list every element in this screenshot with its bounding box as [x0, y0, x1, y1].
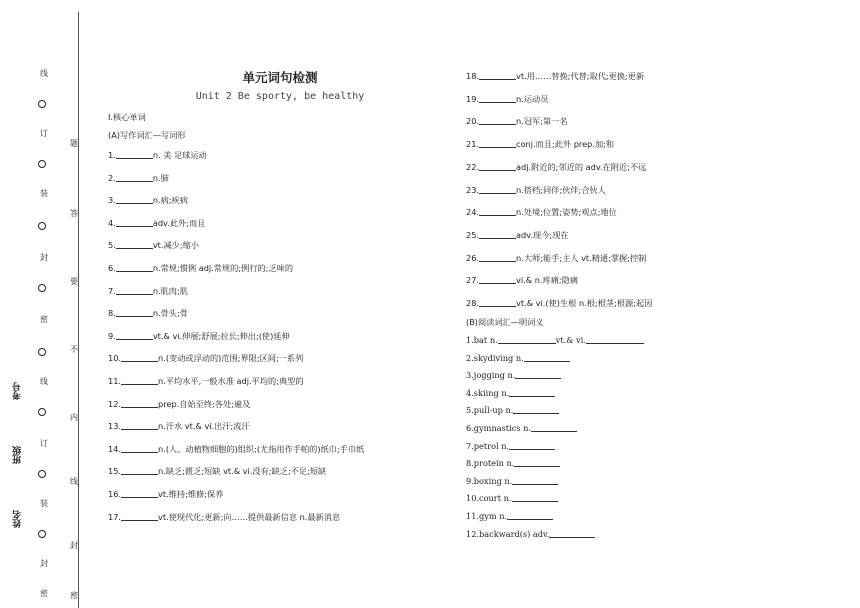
name-label: 姓名	[13, 510, 23, 528]
answer-blank[interactable]	[116, 174, 153, 182]
word-item	[466, 186, 606, 194]
item-definition: n.缺乏;匮乏;短缺 vt.& vi.没有;缺乏;不足;短缺	[158, 466, 327, 477]
word-item	[108, 264, 293, 272]
answer-blank[interactable]	[121, 445, 158, 453]
subsection-a-heading: (A)写作词汇—写词形	[108, 130, 186, 140]
item-definition: n.汗水 vt.& vi.出汗;流汗	[158, 421, 250, 432]
binding-char: 密	[70, 591, 78, 600]
word-item	[108, 174, 169, 182]
item-number: 27.	[466, 275, 480, 286]
reading-word: 11.gym n.	[466, 511, 508, 521]
item-number: 17.	[108, 511, 122, 522]
answer-blank[interactable]	[479, 231, 516, 239]
item-number: 25.	[466, 229, 480, 240]
word-item	[466, 276, 578, 284]
binding-char: 装	[40, 499, 48, 508]
item-definition: n.(人、动植物细胞的)组织;(尤指用作手帕的)纸巾;手巾纸	[158, 443, 365, 454]
item-definition: n.病;疾病	[152, 195, 188, 206]
item-definition: n.冠军;第一名	[516, 116, 568, 127]
word-item	[466, 208, 617, 216]
binding-circle	[38, 348, 46, 356]
reading-word-item	[466, 477, 558, 485]
item-definition: n.肺	[152, 172, 169, 183]
answer-blank[interactable]	[512, 494, 558, 502]
reading-word-item	[466, 371, 561, 379]
item-definition: n.搭档;同伴;伙伴;合伙人	[516, 184, 606, 195]
item-number: 15.	[108, 466, 122, 477]
item-definition: n.常规;惯例 adj.常规的;例行的;乏味的	[152, 263, 294, 273]
subsection-b-heading: (B)阅读词汇—明词义	[466, 317, 544, 327]
answer-blank[interactable]	[479, 208, 516, 216]
word-item	[466, 72, 644, 80]
answer-blank[interactable]	[515, 371, 561, 379]
item-definition: n.骨头;骨	[152, 308, 188, 319]
binding-circle	[38, 100, 46, 108]
item-number: 2.	[108, 172, 116, 183]
reading-word-item	[466, 354, 570, 362]
binding-char: 线	[40, 69, 48, 78]
reading-word-item	[466, 406, 559, 414]
word-item	[466, 254, 646, 262]
word-item	[108, 219, 205, 227]
item-definition: adv.此外;而且	[152, 217, 206, 228]
binding-char: 不	[70, 345, 78, 354]
class-label: 班级	[13, 446, 23, 464]
answer-blank[interactable]	[549, 530, 595, 538]
word-item	[466, 163, 646, 171]
binding-char: 内	[70, 413, 78, 422]
item-number: 7.	[108, 285, 116, 296]
binding-char: 要	[70, 277, 78, 286]
answer-blank[interactable]	[513, 406, 559, 414]
answer-blank[interactable]	[121, 490, 158, 498]
answer-blank[interactable]	[524, 354, 570, 362]
item-definition: n.处境;位置;姿势;观点;地位	[516, 207, 617, 218]
reading-word-item	[466, 512, 553, 520]
reading-word: 3.jogging n.	[466, 370, 516, 381]
word-item	[466, 231, 569, 239]
item-number: 24.	[466, 207, 480, 218]
binding-char: 密	[40, 589, 48, 598]
reading-word: 1.bat n.	[466, 335, 498, 345]
page-title: 单元词句检测	[242, 70, 318, 85]
page-subtitle: Unit 2 Be sporty, be healthy	[195, 91, 365, 102]
reading-word: 2.skydiving n.	[466, 352, 524, 363]
item-definition: n.肌肉;肌	[152, 285, 188, 296]
item-number: 13.	[108, 421, 122, 432]
binding-char: 线	[40, 377, 48, 386]
item-number: 19.	[466, 93, 480, 104]
item-number: 9.	[108, 330, 116, 341]
word-item	[108, 377, 304, 385]
answer-blank[interactable]	[531, 424, 577, 432]
binding-circle	[38, 222, 46, 230]
binding-circle	[38, 160, 46, 168]
reading-word-item	[466, 530, 595, 538]
answer-blank[interactable]	[121, 513, 158, 521]
item-number: 12.	[108, 398, 122, 409]
answer-blank[interactable]	[116, 309, 153, 317]
reading-word-item	[466, 442, 555, 450]
item-definition: vt.使现代化;更新;向……提供最新信息 n.最新消息	[158, 511, 341, 522]
binding-circle	[38, 408, 46, 416]
binding-char: 题	[70, 139, 78, 148]
reading-word-pos: vt.& vi.	[555, 335, 586, 345]
item-number: 23.	[466, 184, 480, 195]
item-definition: adv.现今;现在	[516, 229, 569, 240]
item-number: 5.	[108, 240, 116, 251]
answer-blank[interactable]	[507, 512, 553, 520]
answer-blank[interactable]	[586, 336, 644, 344]
answer-blank[interactable]	[116, 196, 153, 204]
item-definition: vt.维持;维修;保养	[158, 489, 224, 499]
item-definition: vt.减少;缩小	[152, 240, 199, 251]
word-item	[466, 95, 548, 103]
binding-circle	[38, 530, 46, 538]
word-item	[466, 299, 652, 307]
item-number: 3.	[108, 195, 116, 206]
binding-line	[78, 12, 79, 608]
item-definition: n.大师;能手;主人 vt.精通;掌握;控制	[516, 252, 647, 263]
reading-word: 10.court n.	[466, 493, 512, 504]
word-item	[108, 490, 223, 498]
binding-char: 封	[70, 541, 78, 550]
answer-blank[interactable]	[479, 140, 516, 148]
item-definition: prep.自始至终;各处;遍及	[158, 398, 251, 409]
word-item	[108, 513, 340, 521]
word-item	[108, 332, 290, 340]
binding-char: 答	[70, 209, 78, 218]
reading-word-item	[466, 389, 555, 397]
reading-word: 4.skiing n.	[466, 387, 510, 398]
answer-blank[interactable]	[479, 186, 516, 194]
item-definition: vt.用……替换;代替;取代;更换;更新	[516, 71, 645, 81]
item-definition: n.(变动或浮动的)范围;界限;区间;一系列	[158, 353, 304, 364]
reading-word: 7.petrol n.	[466, 440, 510, 451]
item-definition: conj.而且;此外 prep.加;和	[516, 139, 615, 150]
word-item	[108, 354, 303, 362]
item-number: 21.	[466, 139, 480, 150]
item-number: 10.	[108, 353, 122, 364]
item-number: 8.	[108, 308, 116, 319]
answer-blank[interactable]	[479, 254, 516, 262]
answer-blank[interactable]	[479, 95, 516, 103]
reading-word: 6.gymnastics n.	[466, 423, 531, 433]
item-definition: vt.& vi.伸展;舒展;拉长;伸出;(使)延伸	[152, 330, 290, 341]
binding-char: 订	[40, 129, 48, 138]
answer-blank[interactable]	[509, 389, 555, 397]
answer-blank[interactable]	[479, 117, 516, 125]
answer-blank[interactable]	[116, 241, 153, 249]
exam-number-label: 考号	[13, 382, 23, 400]
reading-word-item	[466, 494, 558, 502]
answer-blank[interactable]	[498, 336, 556, 344]
item-number: 11.	[108, 376, 122, 386]
section-heading: Ⅰ.核心单词	[108, 112, 146, 122]
binding-char: 密	[40, 315, 48, 324]
answer-blank[interactable]	[116, 264, 153, 272]
reading-word-item	[466, 459, 560, 467]
word-item	[108, 287, 188, 295]
item-number: 14.	[108, 443, 122, 454]
binding-circle	[38, 284, 46, 292]
item-number: 1.	[108, 150, 116, 160]
word-item	[108, 151, 207, 159]
item-definition: n. 美 足球运动	[152, 150, 207, 160]
binding-char: 装	[40, 189, 48, 198]
item-number: 16.	[108, 489, 122, 499]
word-item	[108, 196, 188, 204]
answer-blank[interactable]	[514, 459, 560, 467]
reading-word-item	[466, 336, 644, 344]
answer-blank[interactable]	[121, 354, 158, 362]
item-number: 28.	[466, 298, 480, 308]
item-definition: n.运动员	[516, 93, 549, 104]
reading-word-item	[466, 424, 577, 432]
answer-blank[interactable]	[121, 400, 158, 408]
item-number: 26.	[466, 252, 480, 263]
answer-blank[interactable]	[116, 219, 153, 227]
word-item	[108, 241, 199, 249]
binding-char: 封	[40, 253, 48, 262]
binding-char: 订	[40, 439, 48, 448]
word-item	[108, 445, 364, 453]
item-definition: vt.& vi.(使)生根 n.根;根茎;根源;起因	[516, 298, 653, 308]
reading-word: 12.backward(s) adv.	[466, 528, 550, 539]
binding-char: 线	[70, 477, 78, 486]
answer-blank[interactable]	[479, 276, 516, 284]
answer-blank[interactable]	[121, 467, 158, 475]
binding-circle	[38, 470, 46, 478]
word-item	[108, 467, 326, 475]
binding-char: 封	[40, 559, 48, 568]
answer-blank[interactable]	[479, 163, 516, 171]
word-item	[108, 400, 250, 408]
answer-blank[interactable]	[116, 151, 153, 159]
item-definition: vi.& n.疼痛;隐痛	[516, 275, 579, 286]
answer-blank[interactable]	[121, 377, 158, 385]
item-number: 6.	[108, 263, 116, 273]
answer-blank[interactable]	[116, 332, 153, 340]
reading-word: 9.boxing n.	[466, 475, 513, 486]
answer-blank[interactable]	[479, 299, 516, 307]
answer-blank[interactable]	[121, 422, 158, 430]
reading-word: 8.protein n.	[466, 458, 515, 469]
binding-margin	[0, 0, 86, 608]
item-definition: adj.附近的;邻近的 adv.在附近;不远	[516, 161, 647, 172]
reading-word: 5.pull-up n.	[466, 405, 514, 416]
item-number: 4.	[108, 217, 116, 228]
word-item	[466, 140, 614, 148]
answer-blank[interactable]	[116, 287, 153, 295]
item-number: 18.	[466, 71, 480, 81]
item-number: 20.	[466, 116, 480, 127]
answer-blank[interactable]	[479, 72, 516, 80]
answer-blank[interactable]	[512, 477, 558, 485]
word-item	[108, 309, 188, 317]
word-item	[108, 422, 250, 430]
answer-blank[interactable]	[509, 442, 555, 450]
word-item	[466, 117, 568, 125]
item-definition: n.平均水平,一般水准 adj.平均的;典型的	[158, 376, 304, 386]
item-number: 22.	[466, 161, 480, 172]
